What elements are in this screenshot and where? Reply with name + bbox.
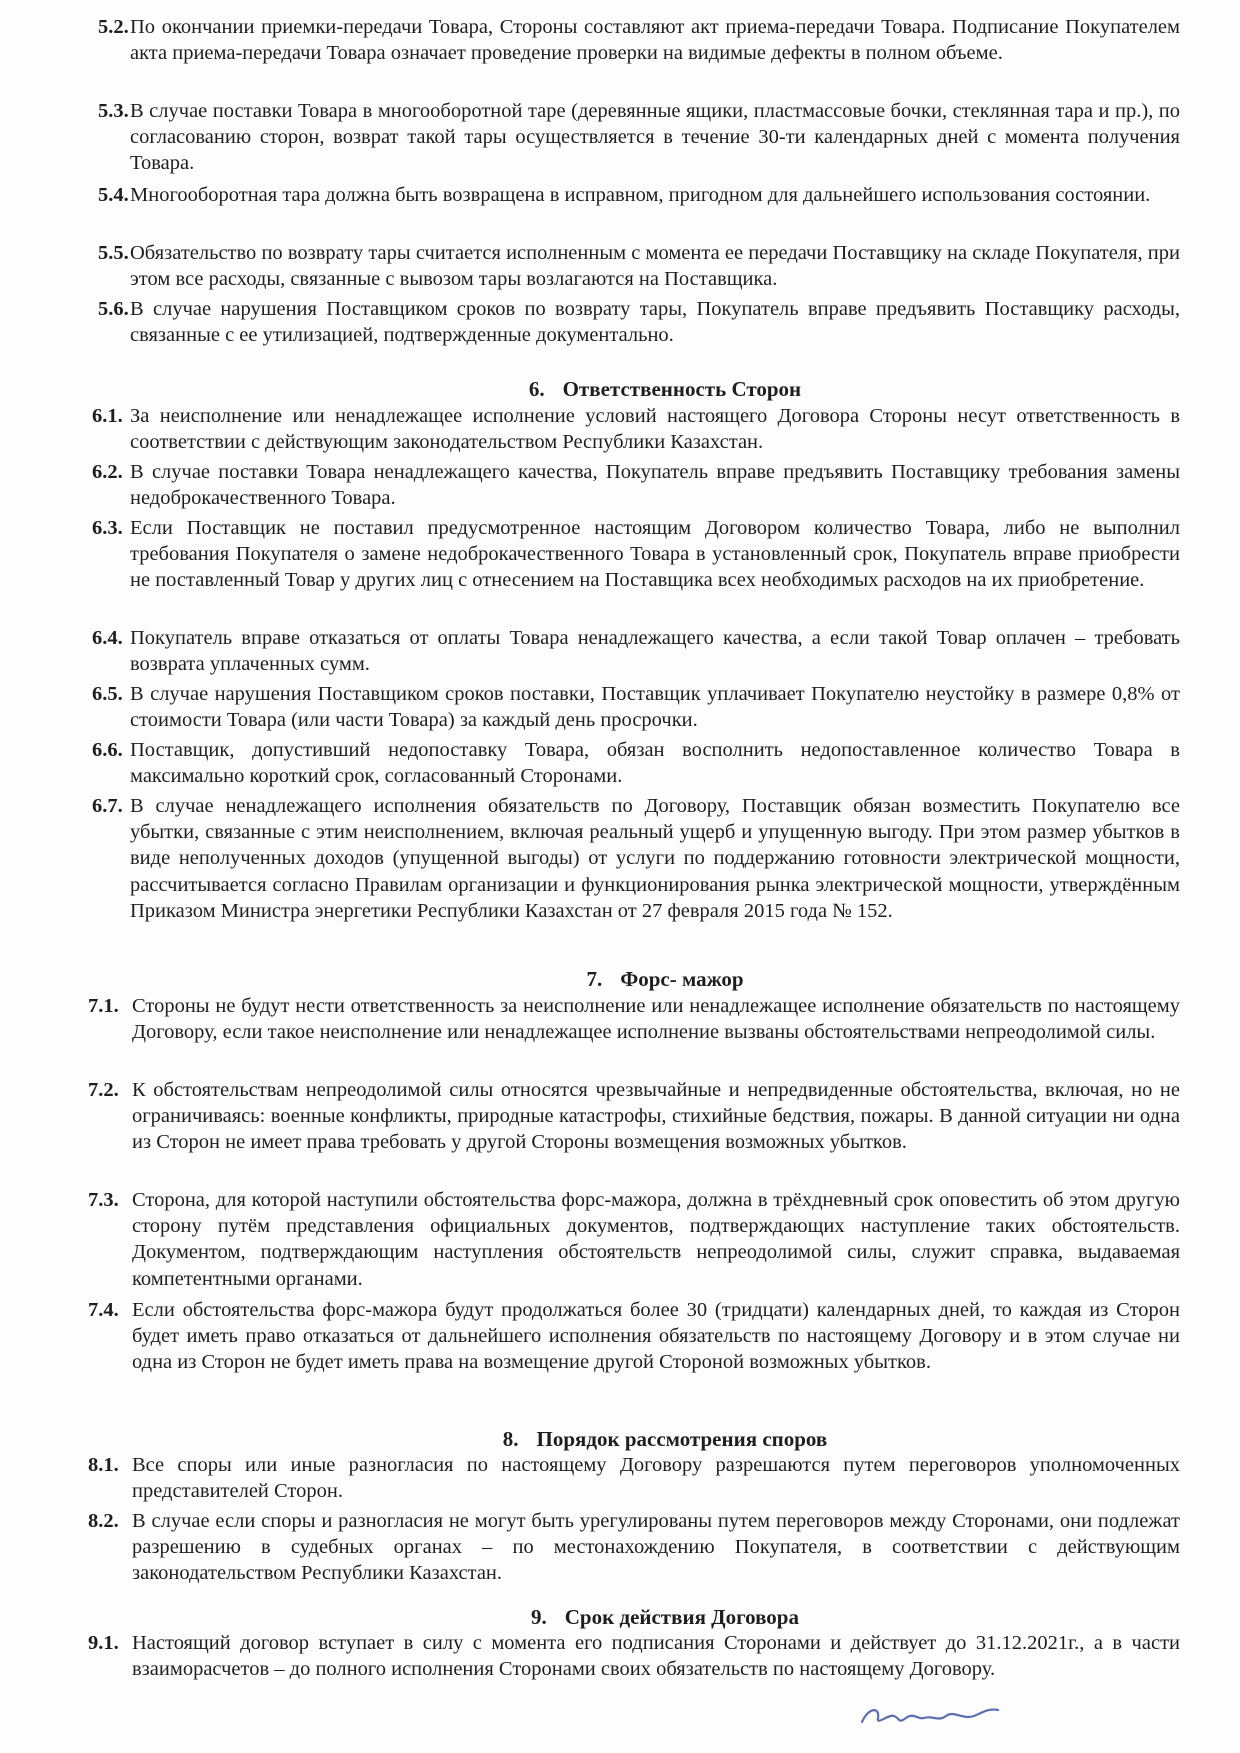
section-number: 9. bbox=[531, 1605, 547, 1629]
clause-text: В случае нарушения Поставщиком сроков поставки, Поставщик уплачивает Покупателю неустойку в размере 0,8% от стоимости Товара (или части Товара) за каждый день просрочки. bbox=[130, 683, 1180, 732]
clause-number: 5.4. bbox=[98, 184, 129, 206]
clause-7-4 bbox=[0, 1297, 1240, 1376]
signature-mark bbox=[858, 1694, 1008, 1734]
clause-number: 6.5. bbox=[92, 683, 123, 705]
clause-text: В случае ненадлежащего исполнения обязательств по Договору, Поставщик обязан возместить Покупателю все убытки, связанные с этим неисполнением, включая реальный ущерб и упущенную выгоду. При этом размер убытков в виде неполученных доходов (упущенной выгоды) от услуги по поддержанию готовности электрической мощности, рассчитывается согласно Правилам организации и функционирования рынка электрической мощности, утверждённым Приказом Министра энергетики Республики Казахстан от 27 февраля 2015 года № 152. bbox=[130, 795, 1180, 922]
clause-number: 6.3. bbox=[92, 517, 123, 539]
clause-number: 6.4. bbox=[92, 627, 123, 649]
clause-5-3 bbox=[0, 98, 1240, 177]
section-title: Порядок рассмотрения споров bbox=[536, 1427, 828, 1451]
section-title: Форс- мажор bbox=[620, 967, 744, 991]
clause-number: 5.3. bbox=[98, 100, 129, 122]
clause-number: 5.2. bbox=[98, 16, 129, 38]
clause-6-3 bbox=[0, 515, 1240, 594]
clause-6-5 bbox=[0, 681, 1240, 733]
clause-6-1 bbox=[0, 403, 1240, 455]
section-9-heading bbox=[0, 1604, 1240, 1630]
section-number: 6. bbox=[528, 377, 545, 401]
clause-text: Поставщик, допустивший недопоставку Товара, обязан восполнить недопоставленное количество Товара в максимально короткий срок, согласованный Сторонами. bbox=[130, 739, 1180, 788]
clause-text: Сторона, для которой наступили обстоятельства форс-мажора, должна в трёхдневный срок оповестить об этом другую сторону путём представления официальных документов, подтверждающих наступление таких обстоятельств. Документом, подтверждающим наступления обстоятельств непреодолимой силы, служит справка, выдаваемая компетентными органами. bbox=[132, 1189, 1180, 1290]
section-7-heading bbox=[0, 966, 1240, 992]
clause-8-1 bbox=[0, 1452, 1240, 1504]
clause-text: По окончании приемки-передачи Товара, Стороны составляют акт приема-передачи Товара. Подписание Покупателем акта приема-передачи Товара означает проведение проверки на видимые дефекты в полном объеме. bbox=[130, 16, 1180, 65]
clause-number: 7.1. bbox=[88, 995, 119, 1017]
clause-number: 5.6. bbox=[98, 298, 129, 320]
clause-text: Многооборотная тара должна быть возвращена в исправном, пригодном для дальнейшего использования состоянии. bbox=[130, 184, 1151, 206]
clause-number: 7.3. bbox=[88, 1189, 119, 1211]
clause-8-2 bbox=[0, 1508, 1240, 1587]
clause-number: 8.2. bbox=[88, 1510, 119, 1532]
section-title: Срок действия Договора bbox=[564, 1605, 799, 1629]
clause-text: Покупатель вправе отказаться от оплаты Товара ненадлежащего качества, а если такой Товар оплачен – требовать возврата уплаченных сумм. bbox=[130, 627, 1180, 676]
clause-6-2 bbox=[0, 459, 1240, 511]
clause-6-7 bbox=[0, 793, 1240, 924]
clause-5-5 bbox=[0, 240, 1240, 292]
clause-text: Стороны не будут нести ответственность за неисполнение или ненадлежащее исполнение обязательств по настоящему Договору, если такое неисполнение или ненадлежащее исполнение вызваны обстоятельствами непреодолимой силы. bbox=[132, 995, 1180, 1044]
clause-number: 6.7. bbox=[92, 795, 123, 817]
clause-number: 9.1. bbox=[88, 1632, 119, 1654]
clause-7-2 bbox=[0, 1077, 1240, 1156]
clause-number: 7.4. bbox=[88, 1299, 119, 1321]
section-title: Ответственность Сторон bbox=[562, 377, 802, 401]
clause-7-1 bbox=[0, 993, 1240, 1045]
clause-text: К обстоятельствам непреодолимой силы относятся чрезвычайные и непредвиденные обстоятельства, включая, но не ограничиваясь: военные конфликты, природные катастрофы, стихийные бедствия, пожары. В данной ситуации ни одна из Сторон не имеет права требовать у другой Стороны возмещения возможных убытков. bbox=[132, 1079, 1180, 1154]
section-number: 7. bbox=[586, 967, 603, 991]
clause-7-3 bbox=[0, 1187, 1240, 1292]
clause-text: Если Поставщик не поставил предусмотренное настоящим Договором количество Товара, либо не выполнил требования Покупателя о замене недоброкачественного Товара в установленный срок, Покупатель вправе приобрести не поставленный Товар у других лиц с отнесением на Поставщика всех необходимых расходов на их приобретение. bbox=[130, 517, 1180, 592]
section-6-heading bbox=[0, 376, 1240, 402]
clause-text: Настоящий договор вступает в силу с момента его подписания Сторонами и действует до 31.12.2021г., а в части взаиморасчетов – до полного исполнения Сторонами своих обязательств по настоящему Договору. bbox=[132, 1632, 1180, 1681]
clause-number: 7.2. bbox=[88, 1079, 119, 1101]
clause-6-6 bbox=[0, 737, 1240, 789]
clause-number: 5.5. bbox=[98, 242, 129, 264]
clause-text: Все споры или иные разногласия по настоящему Договору разрешаются путем переговоров уполномоченных представителей Сторон. bbox=[132, 1454, 1180, 1503]
clause-number: 6.1. bbox=[92, 405, 123, 427]
clause-text: За неисполнение или ненадлежащее исполнение условий настоящего Договора Стороны несут ответственность в соответствии с действующим законодательством Республики Казахстан. bbox=[130, 405, 1180, 454]
clause-number: 6.2. bbox=[92, 461, 123, 483]
clause-5-6 bbox=[0, 296, 1240, 348]
clause-text: Обязательство по возврату тары считается исполненным с момента ее передачи Поставщику на складе Покупателя, при этом все расходы, связанные с вывозом тары возлагаются на Поставщика. bbox=[130, 242, 1180, 291]
section-8-heading bbox=[0, 1426, 1240, 1452]
clause-text: В случае если споры и разногласия не могут быть урегулированы путем переговоров между Сторонами, они подлежат разрешению в судебных органах – по местонахождению Покупателя, в соответствии с действующим законодательством Республики Казахстан. bbox=[132, 1510, 1180, 1585]
clause-5-4 bbox=[0, 182, 1240, 208]
clause-text: В случае поставки Товара ненадлежащего качества, Покупатель вправе предъявить Поставщику требования замены недоброкачественного Товара. bbox=[130, 461, 1180, 510]
clause-text: В случае нарушения Поставщиком сроков по возврату тары, Покупатель вправе предъявить Поставщику расходы, связанные с ее утилизацией, подтвержденные документально. bbox=[130, 298, 1180, 347]
clause-9-1 bbox=[0, 1630, 1240, 1682]
section-number: 8. bbox=[502, 1427, 519, 1451]
clause-number: 6.6. bbox=[92, 739, 123, 761]
clause-text: Если обстоятельства форс-мажора будут продолжаться более 30 (тридцати) календарных дней, то каждая из Сторон будет иметь право отказаться от дальнейшего исполнения обязательств по настоящему Договору и в этом случае ни одна из Сторон не будет иметь права на возмещение другой Стороной возможных убытков. bbox=[132, 1299, 1180, 1374]
clause-6-4 bbox=[0, 625, 1240, 677]
clause-text: В случае поставки Товара в многооборотной таре (деревянные ящики, пластмассовые бочки, стеклянная тара и пр.), по согласованию сторон, возврат такой тары осуществляется в течение 30-ти календарных дней с момента получения Товара. bbox=[130, 100, 1180, 175]
clause-5-2 bbox=[0, 14, 1240, 66]
clause-number: 8.1. bbox=[88, 1454, 119, 1476]
